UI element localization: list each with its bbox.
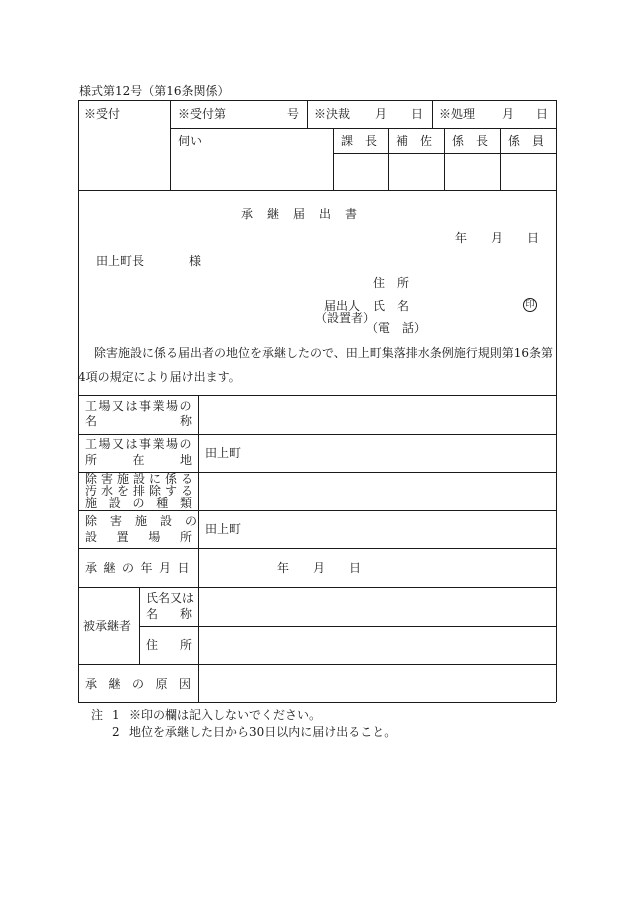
shori-day: 日 [536, 107, 549, 121]
denwa-label: （電 話） [366, 321, 427, 335]
uketsuke-number-suffix: 号 [287, 107, 300, 121]
row3-label-line3: 施 設 の 種 類 [85, 496, 192, 510]
seal-icon: 印 [523, 298, 537, 312]
row5-label: 承継の年月日 [85, 561, 197, 575]
form-id: 様式第12号（第16条関係） [79, 84, 230, 98]
body-text-line2: 4項の規定により届け出ます。 [78, 370, 241, 384]
body-text-line1: 除害施設に係る届出者の地位を承継したので、田上町集落排水条例施行規則第16条第 [94, 346, 554, 360]
row6-sub1-line1: 氏名又は [146, 591, 195, 605]
row7-value[interactable] [199, 665, 555, 701]
note1-number: 1 [112, 708, 120, 722]
role-kakariin: 係 員 [508, 134, 545, 148]
uketsuke-label: ※受付 [84, 107, 121, 121]
row2-value[interactable]: 田上町 [205, 446, 242, 460]
notes-heading: 注 [91, 708, 104, 722]
jusho-label: 住 所 [373, 276, 410, 290]
shori-month: 月 [502, 107, 515, 121]
date-line: 年 月 日 [455, 231, 540, 245]
applicant-label: 届出人 [324, 299, 361, 313]
row3-value[interactable] [199, 473, 555, 509]
row1-value[interactable] [199, 396, 555, 433]
shimei-label: 氏 名 [373, 299, 410, 313]
document-title: 承 継 届 出 書 [241, 207, 359, 221]
row6-sub1-line2: 名 称 [146, 607, 192, 621]
shori-label: ※処理 [439, 107, 476, 121]
row4-value[interactable]: 田上町 [205, 522, 242, 536]
note1-text: ※印の欄は記入しないでください。 [129, 708, 322, 722]
role-kacho: 課 長 [341, 134, 378, 148]
row5-value[interactable]: 年 月 日 [277, 561, 362, 575]
role-hosa: 補 佐 [396, 134, 433, 148]
row3-label-line1: 除害施設に係る [85, 472, 198, 486]
row6-label: 被承継者 [83, 619, 132, 633]
role-kakaricho: 係 長 [452, 134, 489, 148]
row2-label-line1: 工場又は事業場の [85, 437, 194, 451]
kessai-day: 日 [411, 107, 424, 121]
row1-label-line2: 名 称 [85, 414, 192, 428]
addressee: 田上町長 [96, 254, 145, 268]
row4-label-line1: 除害施設の [85, 514, 211, 528]
row3-label-line2: 汚水を排除する [85, 484, 198, 498]
note2-number: 2 [112, 725, 120, 739]
addressee-honorific: 様 [189, 254, 202, 268]
row6-name-value[interactable] [199, 588, 555, 625]
ukagai-label: 伺い [178, 134, 203, 148]
row7-label: 承継の原因 [85, 677, 203, 691]
kessai-label: ※決裁 [314, 107, 351, 121]
row6-address-value[interactable] [199, 627, 555, 663]
kessai-month: 月 [375, 107, 388, 121]
uketsuke-number-label: ※受付第 [178, 107, 227, 121]
note2-text: 地位を承継した日から30日以内に届け出ること。 [129, 725, 397, 739]
row6-sub2: 住 所 [146, 638, 192, 652]
row1-label-line1: 工場又は事業場の [85, 399, 194, 413]
row4-label-line2: 設 置 場 所 [85, 530, 192, 544]
row2-label-line2: 所 在 地 [85, 453, 192, 467]
applicant-sub-label: （設置者） [315, 311, 376, 325]
